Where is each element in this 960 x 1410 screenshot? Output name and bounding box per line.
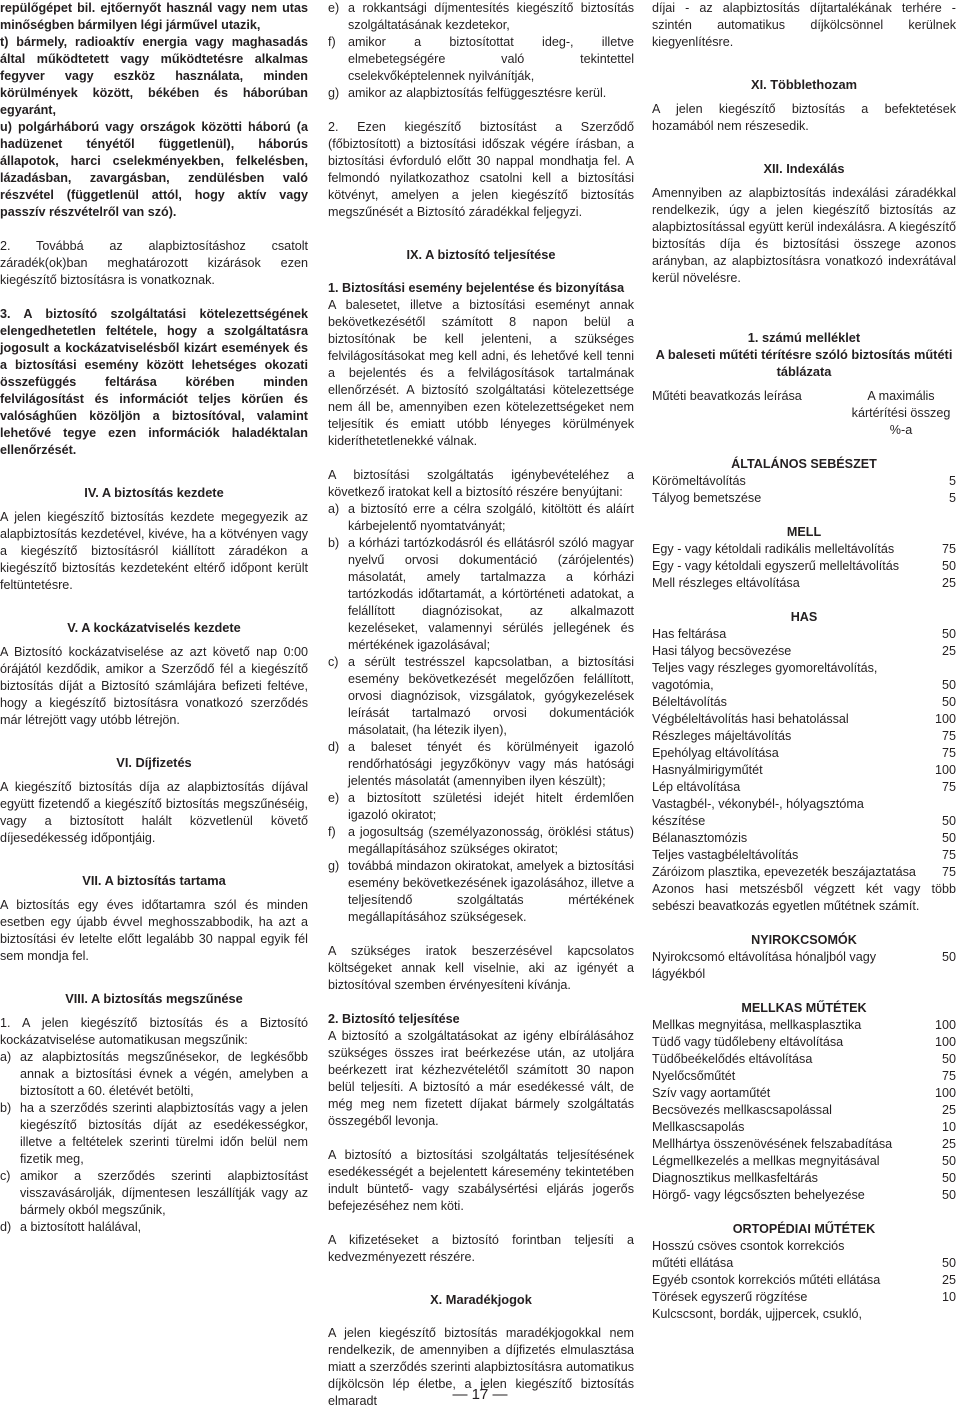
list-letter: d) (0, 1220, 12, 1234)
row-description: Lép eltávolítása (652, 780, 741, 794)
annex-title: A baleseti műtéti térítésre szóló biztosítás műtéti táblázata (655, 347, 953, 379)
row-description: Diagnosztikus mellkasfeltárás (652, 1171, 818, 1185)
row-percent: 50 (941, 814, 956, 828)
row-description: Nyirokcsomó eltávolítása hónaljból vagy lágyékból (652, 950, 877, 981)
page-number: — 17 — (452, 1386, 508, 1403)
row-percent: 50 (941, 831, 956, 845)
row-description: Hasnyálmirigyműtét (652, 763, 763, 777)
table-row (652, 1068, 956, 1085)
row-description: Egy - vagy kétoldali egyszerű melleltávolítás (652, 559, 900, 573)
section-intro-viii: 1. A jelen kiegészítő biztosítás és a Biztosító kockázatviselése automatikusan megszűnik: (0, 1016, 308, 1047)
table-category: HAS (790, 610, 818, 624)
section-text-vii: A biztosítás egy éves időtartamra szól és minden esetben egy újabb évvel meghosszabbodik, ha azt a biztosítási év letelte előtt legalább 30 nappal egyik fél sem mondja fel. (0, 898, 308, 963)
table-category: NYIROKCSOMÓK (751, 933, 857, 947)
list-text: az alapbiztosítás megszűnésekor, de legkésőbb annak a biztosítási évnek a végén, amelyben a biztosított a 60. életévét betölti, (20, 1050, 308, 1098)
list-item (328, 535, 634, 654)
row-percent: 100 (934, 763, 956, 777)
column-middle (328, 0, 634, 1410)
row-description: Mellhártya összenövésének felszabadítása (652, 1137, 893, 1151)
row-percent: 75 (941, 729, 956, 743)
list-text: amikor az alapbiztosítás felfüggesztésre kerül. (348, 86, 607, 100)
row-description: vagotómia, (652, 678, 714, 692)
paragraph-intro-t: t) bármely, radioaktív energia vagy maghasadás által működtetett vagy működtetésre alkalmas fegyver vagy eszköz használata, minden körülmények között, békében és háborúban egyaránt, (0, 35, 308, 117)
list-item (328, 85, 634, 102)
row-description: Tüdő vagy tüdőlebeny eltávolítása (652, 1035, 844, 1049)
row-description: Hosszú csöves csontok korrekciós (652, 1239, 845, 1253)
table-row (652, 1034, 956, 1051)
table-note: Azonos hasi metszésből végzett két vagy több sebészi beavatkozás egyetlen műtétnek számít. (652, 882, 956, 913)
row-description: Mell részleges eltávolítása (652, 576, 800, 590)
list-text: továbbá mindazon okiratokat, amelyek a biztosítási esemény bekövetkezésének igazolásához, illetve a teljesítendő szolgáltatás mértékének megállapításához szükségesek. (348, 859, 634, 924)
table-row (652, 1238, 956, 1255)
row-description: Bélanasztomózis (652, 831, 748, 845)
list-text: a jogosultság (személyazonosság, öröklési státus) megállapításához szükséges okiratot; (348, 825, 634, 856)
table-row (652, 762, 956, 779)
paragraph-due-date: A biztosító a biztosítási szolgáltatás teljesítésének esedékességét a bejelentett káresemény tekintetében indult büntető- vagy szabálysértési eljárás jogerős befejezéséhez nem köti. (328, 1148, 634, 1213)
list-text: a biztosító erre a célra szolgáló, kitöltött és aláírt kárbejelentő nyomtatványát; (348, 502, 634, 533)
section-text-xii: Amennyiben az alapbiztosítás indexálási záradékkal rendelkezik, úgy a jelen kiegészítő biztosítás az alapbiztosítással együtt kerül indexálásra. A kiegészítő biztosítás díja és biztosítási összege azonos arányban, az alapbiztosításra vonatkozó indexrátával kerül növelésre. (652, 186, 956, 285)
list-letter: f) (328, 825, 336, 839)
row-description: Becsövezés mellkascsapolással (652, 1103, 832, 1117)
list-letter: g) (328, 859, 340, 873)
table-row (652, 1272, 956, 1289)
list-item (328, 654, 634, 739)
table-row (652, 1017, 956, 1034)
row-percent: 100 (934, 1035, 956, 1049)
subsection-title-1: 1. Biztosítási esemény bejelentése és bizonyítása (328, 281, 625, 295)
row-percent (928, 796, 956, 813)
list-item (0, 1049, 308, 1100)
list-letter: b) (0, 1101, 12, 1115)
row-description: Egyéb csontok korrekciós műtéti ellátása (652, 1273, 881, 1287)
row-description: műtéti ellátása (652, 1256, 734, 1270)
row-percent: 75 (941, 542, 956, 556)
row-percent: 75 (941, 746, 956, 760)
row-percent: 50 (941, 1052, 956, 1066)
table-row (652, 1119, 956, 1136)
table-row (652, 541, 956, 558)
list-letter: f) (328, 35, 336, 49)
table-row (652, 1289, 956, 1306)
paragraph-continuation: díjai - az alapbiztosítás díjtartalékának terhére - szintén automatikus díjkölcsönnel kerülnek kiegyenlítésre. (652, 1, 956, 49)
section-text-xi: A jelen kiegészítő biztosítás a befektetések hozamából nem részesedik. (652, 102, 956, 133)
row-percent: 25 (941, 1273, 956, 1287)
surgery-table (652, 439, 956, 1323)
annex-number: 1. számú melléklet (747, 330, 861, 345)
table-row (652, 830, 956, 847)
section-text-vi: A kiegészítő biztosítás díja az alapbiztosítás díjával együtt fizetendő a kiegészítő biztosítás megszűnéséig, vagy a biztosított halált közvetlenül követő díjesedékesség időpontjáig. (0, 780, 308, 845)
section-text-iv: A jelen kiegészítő biztosítás kezdete megegyezik az alapbiztosítás kezdetével, kivéve, ha a kötvényen vagy a kiegészítő biztosításról kiállított záradékon a kiegészítő biztosítás kezdeteként eltérő időpont került feltüntetésre. (0, 510, 308, 592)
list-text: amikor a szerződés szerinti alapbiztosítást visszavásárolják, díjmentesen leszállítják vagy az bármely okból megszűnik, (20, 1169, 308, 1217)
section-title-viii: VIII. A biztosítás megszűnése (65, 991, 243, 1006)
section-title-x: X. Maradékjogok (430, 1292, 532, 1307)
row-percent: 100 (934, 1018, 956, 1032)
table-row (652, 1085, 956, 1102)
row-description: Szív vagy aortaműtét (652, 1086, 771, 1100)
list-item (328, 858, 634, 926)
row-description: Légmellkezelés a mellkas megnyitásával (652, 1154, 880, 1168)
row-description: Béleltávolítás (652, 695, 727, 709)
list-letter: a) (328, 502, 340, 516)
list-text: ha a szerződés szerinti alapbiztosítás vagy a jelen kiegészítő biztosítás díját az esedékességkor, illetve a feltételek szerinti türelmi időn belül nem fizetik meg, (20, 1101, 308, 1166)
section-title-xii: XII. Indexálás (763, 161, 845, 176)
paragraph-notification: A balesetet, illetve a biztosítási eseményt annak bekövetkezésétől számított 8 napon belül a biztosítónak be kell jelenteni, a szükséges felvilágosításokat meg kell adni, és lehetővé kell tenni a bejelentés és a felvilágosítások tartalmának ellenőrzését. A biztosító szolgáltatási kötelezettsége nem áll be, amennyiben ezen kötelezettségeket nem teljesítik és emiatt utóbb lényeges körülmények kideríthetetlenekké válnak. (328, 298, 634, 448)
table-row (652, 1255, 956, 1272)
row-percent (928, 1306, 956, 1323)
section-text-x: A jelen kiegészítő biztosítás maradékjogokkal nem rendelkezik, de amennyiben a díjfizetés elmulasztása miatt a szerződés szerinti alapbiztosításra automatikus díjkölcsön lép életbe, a jelen kiegészítő biztosítás elmaradt (328, 1326, 634, 1408)
section-text-v: A Biztosító kockázatviselése az azt követő nap 0:00 órájától kezdődik, amikor a Szerződő fél a kiegészítő biztosítás díját a Biztosító számlájára befizeti feltéve, hogy a kiegészítő biztosításra vonatkozó szerződés már létrejött vagy utóbb létrejön. (0, 645, 308, 727)
row-percent (928, 1238, 956, 1255)
column-left (0, 0, 308, 1236)
table-row (652, 779, 956, 796)
column-right (652, 0, 956, 1323)
table-row (652, 813, 956, 830)
table-row (652, 1306, 956, 1323)
table-category: ORTOPÉDIAI MŰTÉTEK (732, 1222, 876, 1236)
row-description: Tüdőbeékelődés eltávolítása (652, 1052, 813, 1066)
table-header-percent: A maximális kártérítési összeg %-a (851, 389, 951, 437)
list-item (328, 0, 634, 34)
row-description: Hasi tályog becsövezése (652, 644, 792, 658)
section-title-iv: IV. A biztosítás kezdete (84, 485, 224, 500)
row-description: Vastagbél-, vékonybél-, hólyagsztóma (652, 797, 864, 811)
row-description: Teljes vagy részleges gyomoreltávolítás, (652, 661, 878, 675)
row-percent: 50 (941, 1171, 956, 1185)
section-title-ix: IX. A biztosító teljesítése (406, 247, 556, 262)
row-percent: 50 (941, 678, 956, 692)
row-percent: 50 (941, 559, 956, 573)
table-row (652, 949, 956, 983)
row-percent: 10 (941, 1290, 956, 1304)
table-category: MELL (786, 525, 822, 539)
paragraph-condition-3: 3. A biztosító szolgáltatási kötelezettségének elengedhetetlen feltétele, hogy a szolgáltatásra jogosult a kockázatviselésből kizárt események és a biztosítási esemény között lehetséges okozati összefüggés feltárása körében minden felvilágosítást és információt teljes körűen és valósághűen közöljön a biztosítóval, valamint lehetővé tegye ezen információk haladéktalan ellenőrzését. (0, 307, 308, 457)
row-percent: 5 (948, 491, 956, 505)
table-row (652, 796, 956, 813)
table-row (652, 745, 956, 762)
row-percent: 75 (941, 865, 956, 879)
paragraph-intro-s: repülőgépet bil. ejtőernyőt használ vagy nem utas minőségben bármilyen légi járművel utazik, (0, 1, 308, 32)
list-text: a biztosított halálával, (20, 1220, 142, 1234)
table-row (652, 1187, 956, 1204)
row-percent: 25 (941, 1137, 956, 1151)
row-percent: 50 (941, 1188, 956, 1202)
row-description: Körömeltávolítás (652, 474, 746, 488)
list-item (328, 790, 634, 824)
row-description: Záróizom plasztika, epevezeték beszájaztatása (652, 865, 916, 879)
row-description: Részleges májeltávolítás (652, 729, 792, 743)
section-title-v: V. A kockázatviselés kezdete (67, 620, 241, 635)
table-row (652, 677, 956, 694)
row-description: készítése (652, 814, 706, 828)
table-header-description: Műtéti beavatkozás leírása (652, 389, 802, 403)
list-letter: g) (328, 86, 340, 100)
row-description: Kulcscsont, bordák, ujjpercek, csukló, (652, 1307, 862, 1321)
table-row (652, 660, 956, 677)
table-row (652, 1102, 956, 1119)
row-percent: 100 (934, 712, 956, 726)
row-description: Nyelőcsőműtét (652, 1069, 736, 1083)
paragraph-documents-intro: A biztosítási szolgáltatás igénybevételéhez a következő iratokat kell a biztosító részére benyújtani: (328, 468, 634, 499)
table-row (652, 575, 956, 592)
row-percent: 50 (941, 1256, 956, 1270)
paragraph-costs: A szükséges iratok beszerzésével kapcsolatos költségeket annak kell viselnie, aki az igényét a biztosítóval szemben érvényesíteni kívánja. (328, 944, 634, 992)
table-row (652, 1170, 956, 1187)
row-percent: 50 (941, 1154, 956, 1168)
row-percent: 100 (934, 1086, 956, 1100)
paragraph-intro-u: u) polgárháború vagy országok közötti háború (a hadüzenet tényétől függetlenül), háborús állapotok, harci cselekményekben, felkelésben, lázadásban, zavargásban, zendülésben való részvétel (függetlenül attól, hogy aktív vagy passzív részvételről van szó). (0, 120, 308, 219)
table-category: ÁLTALÁNOS SEBÉSZET (731, 457, 877, 471)
table-category: MELLKAS MŰTÉTEK (741, 1001, 867, 1015)
table-row (652, 1153, 956, 1170)
list-letter: d) (328, 740, 340, 754)
list-item (0, 1219, 308, 1236)
table-row (652, 643, 956, 660)
list-letter: b) (328, 536, 340, 550)
list-letter: e) (328, 791, 340, 805)
row-percent: 5 (948, 474, 956, 488)
paragraph-termination-2: 2. Ezen kiegészítő biztosítást a Szerződő (főbiztosított) a biztosítási időszak végére írásban, a biztosítási évforduló előtt 30 nappal mondhatja fel. A felmondó nyilatkozathoz csatolni kell a biztosítási kötvényt, amelyen a jelen kiegészítő biztosítás megszűnését a Biztosító záradékkal feljegyzi. (328, 120, 634, 219)
row-description: Mellkascsapolás (652, 1120, 745, 1134)
table-row (652, 490, 956, 507)
row-percent (928, 660, 956, 677)
row-description: Teljes vastagbéleltávolítás (652, 848, 799, 862)
list-letter: e) (328, 1, 340, 15)
section-title-xi: XI. Többlethozam (751, 77, 857, 92)
list-letter: c) (328, 655, 339, 669)
row-description: Tályog bemetszése (652, 491, 762, 505)
table-header (652, 388, 956, 439)
list-item (328, 824, 634, 858)
row-percent: 75 (941, 1069, 956, 1083)
paragraph-fulfillment: A biztosító a szolgáltatásokat az igény elbírálásához szükséges összes irat beérkezése után, az utoljára beérkezett irat kézhezvételétől számított 30 napon belül teljesíti. A biztosító a már esedékessé vált, de még meg nem fizetett díjakat bármely szolgáltatás összegéből levonja. (328, 1029, 634, 1128)
row-description: Végbéleltávolítás hasi behatolással (652, 712, 849, 726)
row-percent: 25 (941, 576, 956, 590)
list-letter: a) (0, 1050, 12, 1064)
table-row (652, 728, 956, 745)
table-row (652, 1136, 956, 1153)
table-row (652, 711, 956, 728)
list-item (328, 739, 634, 790)
row-percent: 75 (941, 848, 956, 862)
section-title-vi: VI. Díjfizetés (116, 755, 192, 770)
list-text: a rokkantsági díjmentesítés kiegészítő biztosítás szolgáltatásának kezdetekor, (348, 1, 634, 32)
table-row (652, 473, 956, 490)
list-item (0, 1100, 308, 1168)
row-description: Egy - vagy kétoldali radikális melleltávolítás (652, 542, 895, 556)
list-item (328, 501, 634, 535)
table-row (652, 1051, 956, 1068)
list-text: amikor a biztosítottat ideg-, illetve elmebetegségére való tekintettel cselekvőképtelennek nyilvánítják, (348, 35, 634, 83)
row-percent: 75 (941, 780, 956, 794)
subsection-title-2: 2. Biztosító teljesítése (328, 1012, 460, 1026)
row-percent: 25 (941, 644, 956, 658)
list-text: a kórházi tartózkodásról és ellátásról szóló magyar nyelvű orvosi dokumentáció (zárójelentés) másolatát, amely tartalmazza a kórházi tartózkodás időtartamát, a kórtörténeti adatokat, a felállított diagnózisokat, az alkalmazott kezeléseket, valamennyi sérülés jellegének és mértékének igazolásával; (348, 536, 634, 652)
row-description: Mellkas megnyitása, mellkasplasztika (652, 1018, 862, 1032)
paragraph-exclusions-2: 2. Továbbá az alapbiztosításhoz csatolt záradék(ok)ban meghatározott kizárások ezen kiegészítő biztosításra is vonatkoznak. (0, 239, 308, 287)
list-item (0, 1168, 308, 1219)
row-description: Hörgő- vagy légcsőszten behelyezése (652, 1188, 865, 1202)
table-row (652, 847, 956, 864)
section-title-vii: VII. A biztosítás tartama (82, 873, 226, 888)
row-percent: 10 (941, 1120, 956, 1134)
table-row (652, 626, 956, 643)
row-percent: 50 (941, 695, 956, 709)
list-text: a sérült testrésszel kapcsolatban, a biztosítási esemény bekövetkezését megelőzően felállított, orvosi diagnózisok, vizsgálatok, gyógykezelések leírását tartalmazó orvosi dokumentációk másolatait, (ha létezik ilyen), (348, 655, 634, 737)
row-description: Törések egyszerű rögzítése (652, 1290, 808, 1304)
paragraph-currency: A kifizetéseket a biztosító forintban teljesíti a kedvezményezett részére. (328, 1233, 634, 1264)
table-row (652, 864, 956, 881)
row-percent: 25 (941, 1103, 956, 1117)
list-letter: c) (0, 1169, 11, 1183)
row-description: Has feltárása (652, 627, 727, 641)
list-text: a biztosított születési idejét hitelt érdemlően igazoló okiratot; (348, 791, 634, 822)
row-description: Epehólyag eltávolítása (652, 746, 779, 760)
list-item (328, 34, 634, 85)
table-row (652, 558, 956, 575)
list-text: a baleset tényét és körülményeit igazoló rendőrhatósági jegyzőkönyv vagy más hatósági jelentés másolatát (amennyiben ilyen készült); (348, 740, 634, 788)
row-percent: 50 (941, 627, 956, 641)
row-percent: 50 (941, 950, 956, 964)
table-row (652, 694, 956, 711)
